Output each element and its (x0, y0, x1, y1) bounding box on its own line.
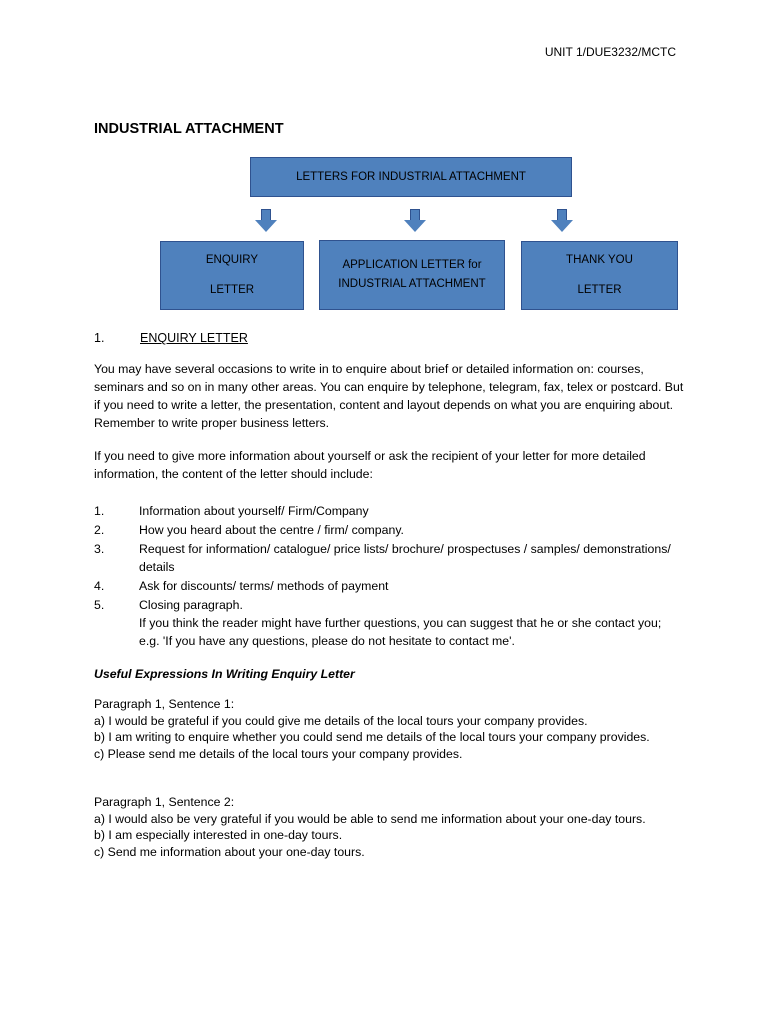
diagram-root-label: LETTERS FOR INDUSTRIAL ATTACHMENT (296, 170, 526, 183)
section-number: 1. (94, 331, 105, 345)
diagram-box-line: APPLICATION LETTER for (342, 259, 482, 271)
diagram-box-line: THANK YOU (566, 254, 633, 266)
list-text: Ask for discounts/ terms/ methods of payment (139, 579, 389, 593)
expression-item: c) Please send me details of the local tours your company provides. (94, 746, 463, 761)
diagram-box-line: INDUSTRIAL ATTACHMENT (338, 278, 486, 290)
expression-item: c) Send me information about your one-day tours. (94, 844, 365, 859)
document-code: UNIT 1/DUE3232/MCTC (544, 45, 676, 59)
expressions-group (94, 696, 654, 762)
paragraph: If you need to give more information about yourself or ask the recipient of your letter for more detailed information, the content of the letter should include: (94, 449, 646, 481)
diagram-root-box (250, 157, 572, 197)
diagram-box-enquiry (160, 241, 304, 310)
list-number: 1. (94, 504, 105, 518)
list-text: Closing paragraph. (139, 598, 243, 612)
list-item (94, 577, 684, 595)
closing-note (94, 614, 684, 650)
list-number: 3. (94, 542, 105, 556)
paragraph: You may have several occasions to write in to enquire about brief or detailed information on: courses, seminars and so on in many other areas. You can enquire by telephone, telegram, fax, telex or postcard. But if you need to write a letter, the presentation, content and layout depends on what you are enquiring about. Remember to write proper business letters. (94, 362, 684, 430)
diagram-box-application (319, 240, 505, 310)
expressions-heading: Useful Expressions In Writing Enquiry Letter (94, 667, 355, 681)
diagram-box-line: LETTER (577, 284, 622, 296)
section-heading (94, 329, 248, 347)
section-title: ENQUIRY LETTER (140, 331, 248, 345)
list-item (94, 521, 684, 539)
expression-item: b) I am especially interested in one-day tours. (94, 828, 343, 842)
expressions-group (94, 794, 654, 860)
diagram-box-line: ENQUIRY (205, 254, 259, 266)
diagram-box-thank-you (521, 241, 678, 310)
expressions-label: Paragraph 1, Sentence 2: (94, 795, 235, 809)
list-text: Information about yourself/ Firm/Company (139, 504, 369, 518)
list-number: 2. (94, 523, 105, 537)
list-text: Request for information/ catalogue/ price lists/ brochure/ prospectuses / samples/ demonstrations/ details (139, 542, 671, 574)
diagram-box-line: LETTER (209, 284, 255, 296)
list-item (94, 502, 684, 520)
list-item (94, 540, 684, 576)
list-number: 5. (94, 598, 105, 612)
expression-item: a) I would also be very grateful if you would be able to send me information about your one-day tours. (94, 811, 646, 826)
closing-note-text: If you think the reader might have further questions, you can suggest that he or she contact you; e.g. 'If you have any questions, please do not hesitate to contact me'. (139, 616, 662, 648)
page-title: INDUSTRIAL ATTACHMENT (94, 121, 284, 137)
list-number: 4. (94, 579, 105, 593)
expression-item: a) I would be grateful if you could give me details of the local tours your company provides. (94, 713, 588, 728)
list-item (94, 596, 684, 614)
expressions-label: Paragraph 1, Sentence 1: (94, 697, 235, 711)
content-list (94, 502, 684, 650)
list-text: How you heard about the centre / firm/ company. (139, 523, 404, 537)
expression-item: b) I am writing to enquire whether you could send me details of the local tours your company provides. (94, 730, 650, 744)
